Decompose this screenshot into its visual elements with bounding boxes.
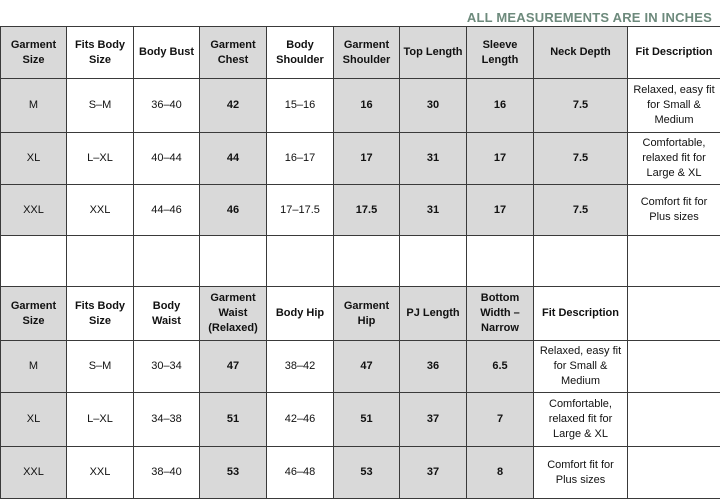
header-cell: Fits Body Size bbox=[67, 287, 134, 341]
table-cell: Relaxed, easy fit for Small & Medium bbox=[628, 79, 720, 133]
header-cell: Garment Size bbox=[1, 287, 67, 341]
empty-cell bbox=[134, 236, 200, 287]
table-cell: 44 bbox=[200, 133, 267, 185]
header-cell: PJ Length bbox=[400, 287, 467, 341]
table-cell: 17.5 bbox=[334, 185, 400, 236]
table-cell: 38–40 bbox=[134, 447, 200, 499]
table-cell: 46 bbox=[200, 185, 267, 236]
table-cell: 7.5 bbox=[534, 133, 628, 185]
table-cell: 17 bbox=[467, 185, 534, 236]
table-cell: L–XL bbox=[67, 393, 134, 447]
table-cell: XXL bbox=[1, 447, 67, 499]
empty-cell bbox=[67, 236, 134, 287]
table-cell: S–M bbox=[67, 341, 134, 393]
empty-cell bbox=[467, 236, 534, 287]
table-cell: Comfort fit for Plus sizes bbox=[534, 447, 628, 499]
header-cell: Body Bust bbox=[134, 27, 200, 79]
table-row bbox=[1, 341, 720, 393]
table-cell: 31 bbox=[400, 185, 467, 236]
table-cell: 17–17.5 bbox=[267, 185, 334, 236]
table-cell bbox=[628, 447, 720, 499]
units-note: ALL MEASUREMENTS ARE IN INCHES bbox=[466, 10, 712, 25]
empty-cell bbox=[628, 236, 720, 287]
table-cell: 36 bbox=[400, 341, 467, 393]
table-cell: 42 bbox=[200, 79, 267, 133]
table-cell: 17 bbox=[467, 133, 534, 185]
table-cell: 51 bbox=[334, 393, 400, 447]
table-cell: XXL bbox=[67, 447, 134, 499]
table-cell: 31 bbox=[400, 133, 467, 185]
table-cell: Comfortable, relaxed fit for Large & XL bbox=[628, 133, 720, 185]
table-cell: 7 bbox=[467, 393, 534, 447]
table-row bbox=[1, 447, 720, 499]
table-cell: Comfort fit for Plus sizes bbox=[628, 185, 720, 236]
header-cell: Fit Description bbox=[628, 27, 720, 79]
table-cell: 40–44 bbox=[134, 133, 200, 185]
table-cell: M bbox=[1, 341, 67, 393]
empty-cell bbox=[334, 236, 400, 287]
table-cell: 30–34 bbox=[134, 341, 200, 393]
table-cell bbox=[628, 341, 720, 393]
header-cell: Fit Description bbox=[534, 287, 628, 341]
header-cell: Garment Size bbox=[1, 27, 67, 79]
header-cell: Fits Body Size bbox=[67, 27, 134, 79]
table-cell: 7.5 bbox=[534, 185, 628, 236]
table-cell: 53 bbox=[334, 447, 400, 499]
table-cell bbox=[628, 393, 720, 447]
header-cell: Garment Shoulder bbox=[334, 27, 400, 79]
table-cell: 34–38 bbox=[134, 393, 200, 447]
table-cell: XL bbox=[1, 393, 67, 447]
spacer-row bbox=[1, 236, 720, 287]
table-cell: XL bbox=[1, 133, 67, 185]
empty-cell bbox=[400, 236, 467, 287]
table-cell: 42–46 bbox=[267, 393, 334, 447]
table-row bbox=[1, 393, 720, 447]
table-cell: 44–46 bbox=[134, 185, 200, 236]
table-cell: M bbox=[1, 79, 67, 133]
table-cell: L–XL bbox=[67, 133, 134, 185]
empty-cell bbox=[534, 236, 628, 287]
table-cell: 37 bbox=[400, 447, 467, 499]
header-cell: Body Hip bbox=[267, 287, 334, 341]
table-cell: XXL bbox=[67, 185, 134, 236]
table-cell: Comfortable, relaxed fit for Large & XL bbox=[534, 393, 628, 447]
header-cell: Sleeve Length bbox=[467, 27, 534, 79]
bottom-header-row bbox=[1, 287, 720, 341]
table-cell: 53 bbox=[200, 447, 267, 499]
table-cell: 38–42 bbox=[267, 341, 334, 393]
table-cell: 36–40 bbox=[134, 79, 200, 133]
table-cell: 8 bbox=[467, 447, 534, 499]
header-cell: Neck Depth bbox=[534, 27, 628, 79]
size-chart-table bbox=[0, 26, 720, 499]
table-cell: 7.5 bbox=[534, 79, 628, 133]
header-cell: Top Length bbox=[400, 27, 467, 79]
header-cell: Garment Hip bbox=[334, 287, 400, 341]
top-header-row bbox=[1, 27, 720, 79]
table-cell: 46–48 bbox=[267, 447, 334, 499]
header-cell: Garment Waist (Relaxed) bbox=[200, 287, 267, 341]
header-cell: Bottom Width – Narrow bbox=[467, 287, 534, 341]
header-cell: Garment Chest bbox=[200, 27, 267, 79]
header-cell: Body Waist bbox=[134, 287, 200, 341]
empty-cell bbox=[200, 236, 267, 287]
table-cell: 47 bbox=[200, 341, 267, 393]
table-cell: 47 bbox=[334, 341, 400, 393]
table-cell: 15–16 bbox=[267, 79, 334, 133]
table-row bbox=[1, 133, 720, 185]
table-cell: 51 bbox=[200, 393, 267, 447]
table-cell: 17 bbox=[334, 133, 400, 185]
header-cell bbox=[628, 287, 720, 341]
table-cell: 6.5 bbox=[467, 341, 534, 393]
table-cell: 16 bbox=[334, 79, 400, 133]
table-row bbox=[1, 79, 720, 133]
table-cell: 16–17 bbox=[267, 133, 334, 185]
table-row bbox=[1, 185, 720, 236]
empty-cell bbox=[267, 236, 334, 287]
table-cell: S–M bbox=[67, 79, 134, 133]
empty-cell bbox=[1, 236, 67, 287]
table-cell: Relaxed, easy fit for Small & Medium bbox=[534, 341, 628, 393]
table-cell: 37 bbox=[400, 393, 467, 447]
table-cell: 30 bbox=[400, 79, 467, 133]
header-cell: Body Shoulder bbox=[267, 27, 334, 79]
table-cell: XXL bbox=[1, 185, 67, 236]
table-cell: 16 bbox=[467, 79, 534, 133]
